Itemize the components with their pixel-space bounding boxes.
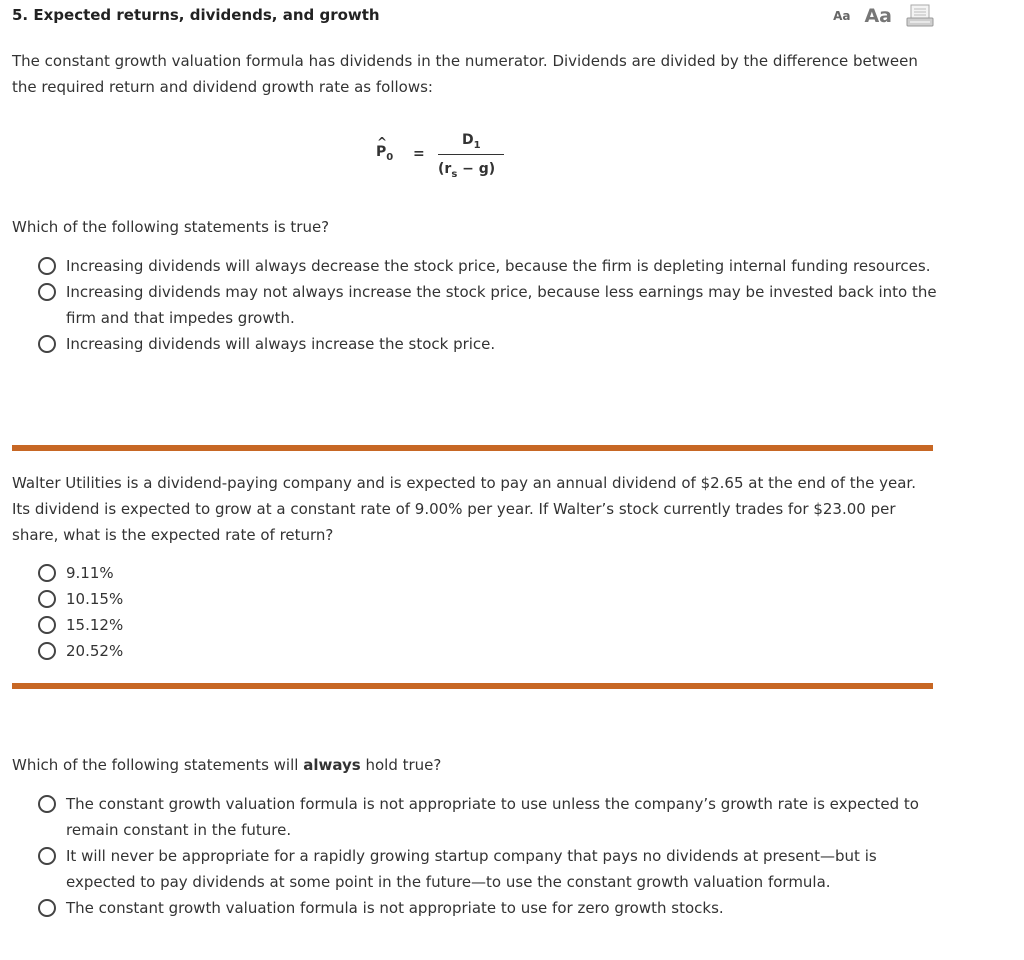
section-divider <box>12 445 933 451</box>
q2-option-1[interactable] <box>38 560 938 586</box>
q3-option-1[interactable] <box>38 791 938 843</box>
section-divider <box>12 683 933 689</box>
print-icon[interactable] <box>906 4 934 28</box>
q2-prompt: Walter Utilities is a dividend-paying company and is expected to pay an annual dividend of $2.65 at the end of the year. Its dividend is expected to grow at a constant rate of 9.00% per year. If Walter’s stock currently trades for $23.00 per share, what is the expected rate of return? <box>12 474 916 544</box>
option-label: It will never be appropriate for a rapidly growing startup company that pays no dividends at present—but is expected to pay dividends at some point in the future—to use the constant growth valuation formula. <box>66 847 877 891</box>
formula-numerator: $D_1$ <box>462 132 481 151</box>
option-label: The constant growth valuation formula is not appropriate to use for zero growth stocks. <box>66 899 724 917</box>
fraction-bar <box>438 154 504 155</box>
q3-option-2[interactable] <box>38 843 938 895</box>
radio-button[interactable] <box>38 335 56 353</box>
page-title: 5. Expected returns, dividends, and growth <box>12 6 380 24</box>
q1-prompt: Which of the following statements is true? <box>12 218 330 236</box>
option-label: Increasing dividends will always decrease the stock price, because the firm is depleting internal funding resources. <box>66 257 931 275</box>
q2-option-3[interactable] <box>38 612 938 638</box>
option-label: The constant growth valuation formula is not appropriate to use unless the company’s growth rate is expected to remain constant in the future. <box>66 795 919 839</box>
option-label: Increasing dividends may not always increase the stock price, because less earnings may be invested back into the firm and that impedes growth. <box>66 283 937 327</box>
q2-option-2[interactable] <box>38 586 938 612</box>
toolbar <box>833 4 934 28</box>
intro-text: The constant growth valuation formula has dividends in the numerator. Dividends are divided by the difference between the required return and dividend growth rate as follows: <box>12 52 918 96</box>
q2-options <box>38 560 938 664</box>
formula-equals: = <box>413 146 425 162</box>
radio-button[interactable] <box>38 590 56 608</box>
q2-option-4[interactable] <box>38 638 938 664</box>
q1-options <box>38 253 938 357</box>
constant-growth-formula <box>376 132 516 184</box>
radio-button[interactable] <box>38 616 56 634</box>
q1-option-1[interactable] <box>38 253 938 279</box>
formula-denominator: $(r_s - g)$ <box>438 161 496 180</box>
radio-button[interactable] <box>38 283 56 301</box>
q3-prompt: Which of the following statements will always hold true? <box>12 756 442 774</box>
option-label: 20.52% <box>66 642 124 660</box>
radio-button[interactable] <box>38 564 56 582</box>
radio-button[interactable] <box>38 795 56 813</box>
option-label: 15.12% <box>66 616 124 634</box>
decrease-text-size-button[interactable]: Aa <box>833 9 851 23</box>
option-label: Increasing dividends will always increase the stock price. <box>66 335 496 353</box>
q3-option-3[interactable] <box>38 895 938 921</box>
q1-option-3[interactable] <box>38 331 938 357</box>
q1-option-2[interactable] <box>38 279 938 331</box>
radio-button[interactable] <box>38 847 56 865</box>
radio-button[interactable] <box>38 899 56 917</box>
option-label: 9.11% <box>66 564 114 582</box>
formula-lhs: ^ $P_0$ <box>376 144 393 163</box>
increase-text-size-button[interactable]: Aa <box>864 5 892 27</box>
q3-options <box>38 791 938 921</box>
radio-button[interactable] <box>38 257 56 275</box>
radio-button[interactable] <box>38 642 56 660</box>
option-label: 10.15% <box>66 590 124 608</box>
